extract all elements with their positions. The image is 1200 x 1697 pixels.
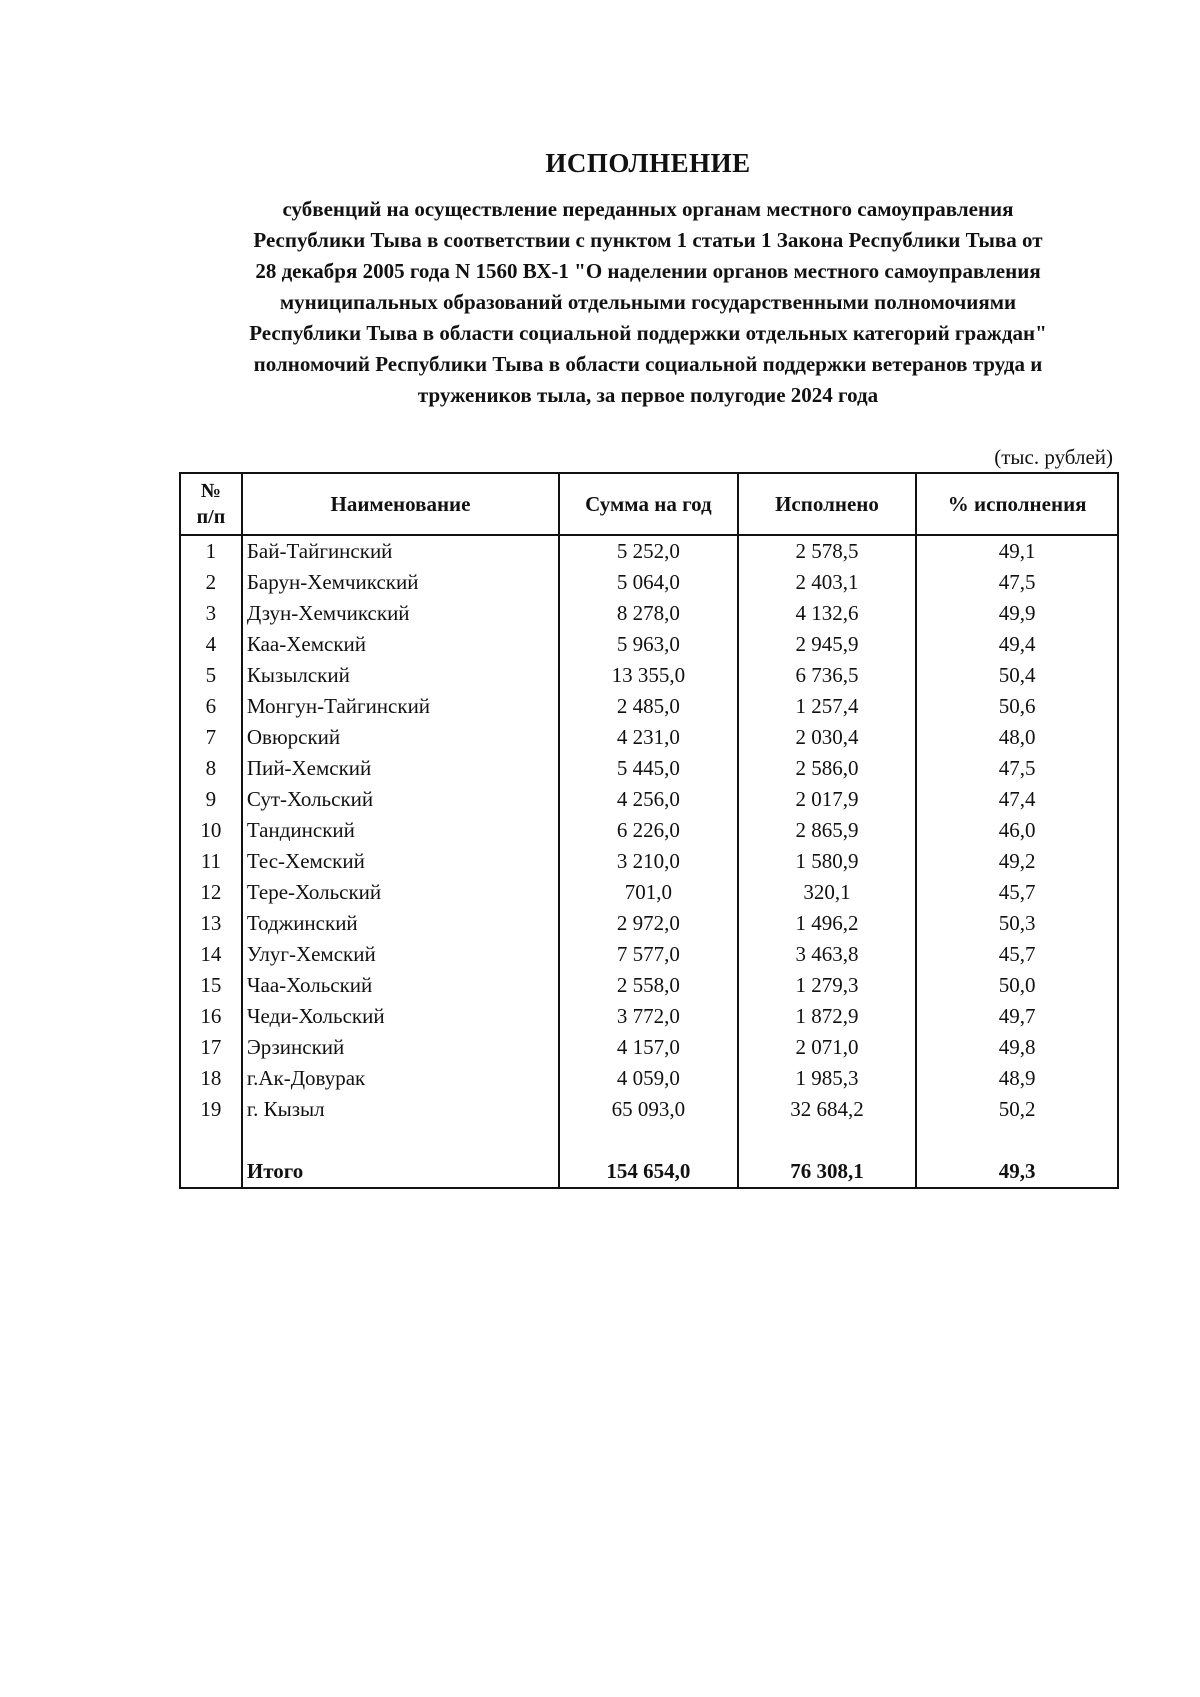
row-percent: 48,0 <box>916 722 1118 753</box>
row-percent: 47,5 <box>916 753 1118 784</box>
row-executed: 1 872,9 <box>738 1001 917 1032</box>
row-name: Эрзинский <box>242 1032 559 1063</box>
row-name: Барун-Хемчикский <box>242 567 559 598</box>
row-percent: 50,3 <box>916 908 1118 939</box>
table-row <box>180 1001 1118 1032</box>
spacer-cell <box>916 1125 1118 1156</box>
row-name: г. Кызыл <box>242 1094 559 1125</box>
table-row <box>180 691 1118 722</box>
table-row <box>180 877 1118 908</box>
table-body <box>180 535 1118 1188</box>
row-name: Кызылский <box>242 660 559 691</box>
subtitle-line: субвенций на осуществление переданных органам местного самоуправления <box>282 197 1014 221</box>
row-executed: 320,1 <box>738 877 917 908</box>
row-name: Тере-Хольский <box>242 877 559 908</box>
row-name: Чеди-Хольский <box>242 1001 559 1032</box>
table-row <box>180 1032 1118 1063</box>
row-name: Тандинский <box>242 815 559 846</box>
spacer-row <box>180 1125 1118 1156</box>
table-row <box>180 598 1118 629</box>
table-row <box>180 1094 1118 1125</box>
row-name: Каа-Хемский <box>242 629 559 660</box>
row-annual: 5 445,0 <box>559 753 738 784</box>
header-number-abbr: п/п <box>196 506 226 528</box>
row-percent: 46,0 <box>916 815 1118 846</box>
row-number: 7 <box>180 722 242 753</box>
subtitle-line: Республики Тыва в области социальной поддержки отдельных категорий граждан" <box>249 321 1047 345</box>
total-executed: 76 308,1 <box>738 1156 917 1188</box>
row-executed: 3 463,8 <box>738 939 917 970</box>
row-executed: 1 496,2 <box>738 908 917 939</box>
row-annual: 8 278,0 <box>559 598 738 629</box>
subtitle-line: 28 декабря 2005 года N 1560 ВХ-1 "О наделении органов местного самоуправления <box>255 259 1041 283</box>
row-annual: 2 972,0 <box>559 908 738 939</box>
row-number: 9 <box>180 784 242 815</box>
row-percent: 49,7 <box>916 1001 1118 1032</box>
row-number: 14 <box>180 939 242 970</box>
total-percent: 49,3 <box>916 1156 1118 1188</box>
spacer-cell <box>559 1125 738 1156</box>
row-name: Сут-Хольский <box>242 784 559 815</box>
row-annual: 6 226,0 <box>559 815 738 846</box>
row-executed: 2 586,0 <box>738 753 917 784</box>
row-number: 8 <box>180 753 242 784</box>
row-percent: 49,4 <box>916 629 1118 660</box>
row-number: 6 <box>180 691 242 722</box>
row-number: 15 <box>180 970 242 1001</box>
table-row <box>180 970 1118 1001</box>
spacer-cell <box>180 1125 242 1156</box>
row-percent: 49,2 <box>916 846 1118 877</box>
row-annual: 5 252,0 <box>559 535 738 567</box>
row-executed: 2 578,5 <box>738 535 917 567</box>
table-row <box>180 629 1118 660</box>
header-executed: Исполнено <box>738 473 917 535</box>
row-executed: 2 030,4 <box>738 722 917 753</box>
header-name: Наименование <box>242 473 559 535</box>
header-annual: Сумма на год <box>559 473 738 535</box>
row-executed: 2 403,1 <box>738 567 917 598</box>
header-number <box>180 473 242 535</box>
row-number: 4 <box>180 629 242 660</box>
row-percent: 45,7 <box>916 877 1118 908</box>
row-annual: 4 059,0 <box>559 1063 738 1094</box>
table-row <box>180 1063 1118 1094</box>
row-number: 18 <box>180 1063 242 1094</box>
unit-label: (тыс. рублей) <box>994 445 1113 469</box>
row-annual: 4 157,0 <box>559 1032 738 1063</box>
table-row <box>180 815 1118 846</box>
row-executed: 1 257,4 <box>738 691 917 722</box>
row-number: 10 <box>180 815 242 846</box>
row-percent: 50,0 <box>916 970 1118 1001</box>
row-annual: 4 256,0 <box>559 784 738 815</box>
spacer-cell <box>738 1125 917 1156</box>
row-number: 3 <box>180 598 242 629</box>
row-number: 11 <box>180 846 242 877</box>
row-percent: 48,9 <box>916 1063 1118 1094</box>
row-name: Дзун-Хемчикский <box>242 598 559 629</box>
row-executed: 1 985,3 <box>738 1063 917 1094</box>
row-annual: 4 231,0 <box>559 722 738 753</box>
row-number: 16 <box>180 1001 242 1032</box>
row-executed: 32 684,2 <box>738 1094 917 1125</box>
subtitle-line: тружеников тыла, за первое полугодие 2024 года <box>417 383 879 407</box>
row-name: Овюрский <box>242 722 559 753</box>
table-row <box>180 908 1118 939</box>
total-annual: 154 654,0 <box>559 1156 738 1188</box>
row-annual: 5 963,0 <box>559 629 738 660</box>
row-percent: 45,7 <box>916 939 1118 970</box>
subtitle-line: полномочий Республики Тыва в области социальной поддержки ветеранов труда и <box>253 352 1043 376</box>
row-percent: 47,4 <box>916 784 1118 815</box>
table-row <box>180 535 1118 567</box>
row-name: г.Ак-Довурак <box>242 1063 559 1094</box>
row-executed: 2 071,0 <box>738 1032 917 1063</box>
row-executed: 2 945,9 <box>738 629 917 660</box>
row-percent: 50,2 <box>916 1094 1118 1125</box>
row-number: 2 <box>180 567 242 598</box>
table-row <box>180 939 1118 970</box>
row-number: 19 <box>180 1094 242 1125</box>
row-annual: 7 577,0 <box>559 939 738 970</box>
row-annual: 2 558,0 <box>559 970 738 1001</box>
row-annual: 5 064,0 <box>559 567 738 598</box>
row-executed: 1 279,3 <box>738 970 917 1001</box>
header-number-symbol: № <box>200 480 221 502</box>
row-annual: 3 772,0 <box>559 1001 738 1032</box>
row-annual: 65 093,0 <box>559 1094 738 1125</box>
row-number: 17 <box>180 1032 242 1063</box>
total-label: Итого <box>242 1156 559 1188</box>
table-row <box>180 846 1118 877</box>
row-annual: 701,0 <box>559 877 738 908</box>
subtitle-line: Республики Тыва в соответствии с пунктом 1 статьи 1 Закона Республики Тыва от <box>253 228 1043 252</box>
total-row <box>180 1156 1118 1188</box>
row-name: Монгун-Тайгинский <box>242 691 559 722</box>
row-number: 12 <box>180 877 242 908</box>
row-percent: 50,4 <box>916 660 1118 691</box>
row-name: Пий-Хемский <box>242 753 559 784</box>
row-percent: 47,5 <box>916 567 1118 598</box>
row-executed: 2 017,9 <box>738 784 917 815</box>
row-number: 1 <box>180 535 242 567</box>
row-executed: 4 132,6 <box>738 598 917 629</box>
table-row <box>180 660 1118 691</box>
document-subtitle <box>178 194 1118 411</box>
row-percent: 49,8 <box>916 1032 1118 1063</box>
table-row <box>180 567 1118 598</box>
row-annual: 13 355,0 <box>559 660 738 691</box>
document-title: ИСПОЛНЕНИЕ <box>545 148 751 178</box>
spacer-cell <box>242 1125 559 1156</box>
table-row <box>180 784 1118 815</box>
row-executed: 1 580,9 <box>738 846 917 877</box>
table-row <box>180 722 1118 753</box>
execution-table <box>179 472 1119 1189</box>
header-percent: % исполнения <box>916 473 1118 535</box>
row-name: Тес-Хемский <box>242 846 559 877</box>
row-name: Тоджинский <box>242 908 559 939</box>
row-percent: 50,6 <box>916 691 1118 722</box>
row-annual: 2 485,0 <box>559 691 738 722</box>
row-executed: 6 736,5 <box>738 660 917 691</box>
row-percent: 49,1 <box>916 535 1118 567</box>
subtitle-line: муниципальных образований отдельными государственными полномочиями <box>279 290 1017 314</box>
row-number: 13 <box>180 908 242 939</box>
row-percent: 49,9 <box>916 598 1118 629</box>
row-name: Улуг-Хемский <box>242 939 559 970</box>
row-name: Бай-Тайгинский <box>242 535 559 567</box>
row-executed: 2 865,9 <box>738 815 917 846</box>
table-row <box>180 753 1118 784</box>
table-header-row <box>180 473 1118 535</box>
row-annual: 3 210,0 <box>559 846 738 877</box>
row-name: Чаа-Хольский <box>242 970 559 1001</box>
row-number: 5 <box>180 660 242 691</box>
total-number <box>180 1156 242 1188</box>
